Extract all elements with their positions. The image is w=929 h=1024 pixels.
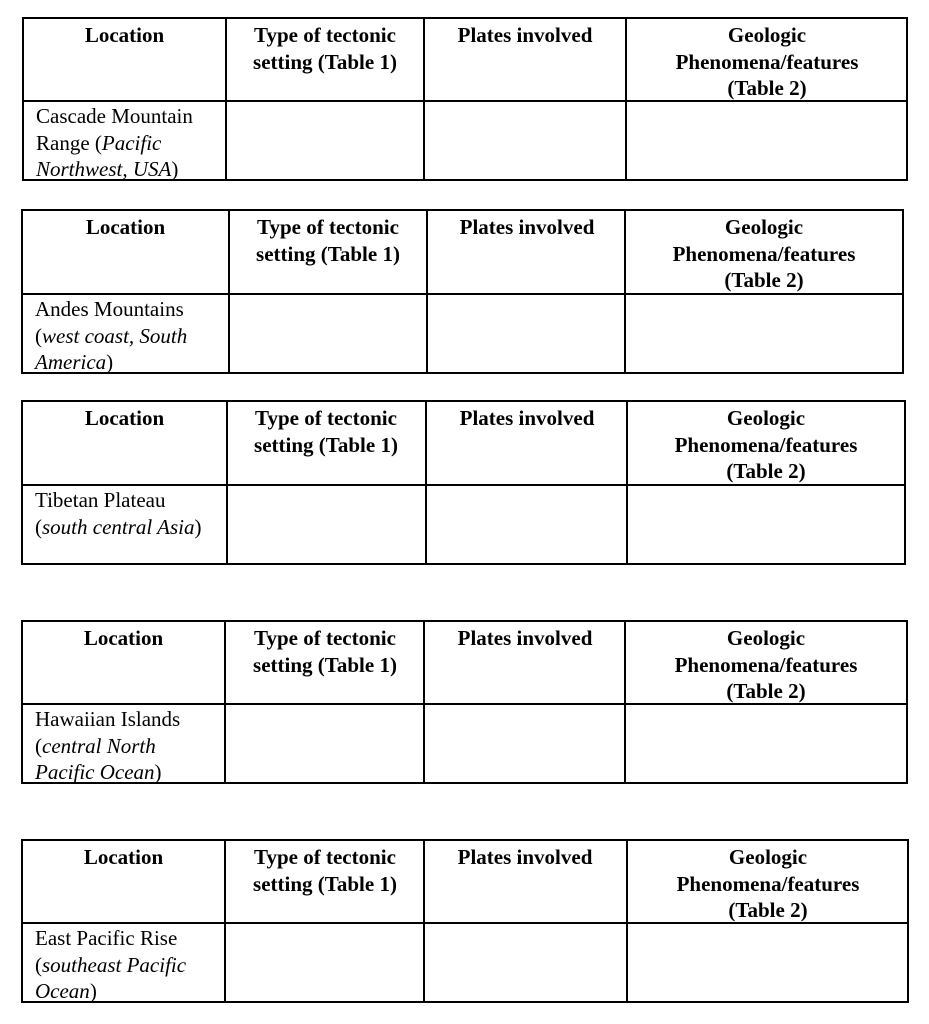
plates-answer-cell[interactable] bbox=[425, 924, 626, 1001]
header-phenomena: Geologic Phenomena/features (Table 2) bbox=[674, 626, 858, 703]
location-region: central North Pacific Ocean bbox=[35, 733, 156, 784]
location-region: southeast Pacific Ocean bbox=[35, 952, 187, 1003]
phenomena-answer-cell[interactable] bbox=[627, 102, 906, 179]
plates-answer-cell[interactable] bbox=[427, 486, 626, 563]
tectonic-setting-answer-cell[interactable] bbox=[226, 705, 423, 782]
location-name: Hawaiian Islands bbox=[35, 707, 181, 731]
header-phenomena: Geologic Phenomena/features (Table 2) bbox=[676, 845, 860, 922]
location-region: Pacific Northwest, USA bbox=[36, 130, 172, 181]
tectonic-setting-answer-cell[interactable] bbox=[228, 486, 425, 563]
location-cell: East Pacific Rise (southeast Pacific Ocean) bbox=[35, 926, 187, 1003]
phenomena-answer-cell[interactable] bbox=[628, 924, 907, 1001]
plates-answer-cell[interactable] bbox=[428, 295, 624, 372]
plates-answer-cell[interactable] bbox=[425, 705, 624, 782]
table-hawaiian-islands bbox=[21, 620, 908, 784]
location-name: Tibetan Plateau bbox=[35, 488, 166, 512]
header-plates: Plates involved bbox=[457, 23, 593, 47]
header-phenomena: Geologic Phenomena/features (Table 2) bbox=[674, 406, 858, 483]
header-plates: Plates involved bbox=[459, 215, 595, 239]
header-plates: Plates involved bbox=[457, 626, 593, 650]
header-tectonic-setting: Type of tectonic setting (Table 1) bbox=[253, 626, 397, 677]
location-name: East Pacific Rise bbox=[35, 926, 178, 950]
phenomena-answer-cell[interactable] bbox=[626, 295, 902, 372]
header-plates: Plates involved bbox=[459, 406, 595, 430]
location-cell: Andes Mountains (west coast, South America) bbox=[35, 297, 188, 374]
location-region: south central Asia bbox=[42, 514, 195, 539]
tectonic-setting-answer-cell[interactable] bbox=[230, 295, 426, 372]
tectonic-setting-answer-cell[interactable] bbox=[227, 102, 423, 179]
plates-answer-cell[interactable] bbox=[425, 102, 625, 179]
table-andes bbox=[21, 209, 904, 374]
header-phenomena: Geologic Phenomena/features (Table 2) bbox=[672, 215, 856, 292]
header-location: Location bbox=[83, 626, 164, 650]
header-tectonic-setting: Type of tectonic setting (Table 1) bbox=[253, 845, 397, 896]
phenomena-answer-cell[interactable] bbox=[626, 705, 906, 782]
header-location: Location bbox=[84, 406, 165, 430]
location-cell: Cascade Mountain Range (Pacific Northwest, USA) bbox=[36, 104, 193, 181]
header-phenomena: Geologic Phenomena/features (Table 2) bbox=[675, 23, 859, 100]
header-plates: Plates involved bbox=[457, 845, 593, 869]
header-location: Location bbox=[84, 23, 165, 47]
tectonic-setting-answer-cell[interactable] bbox=[226, 924, 423, 1001]
location-region: west coast, South America bbox=[35, 323, 188, 374]
header-tectonic-setting: Type of tectonic setting (Table 1) bbox=[254, 406, 398, 457]
location-name: Cascade Mountain Range bbox=[36, 104, 193, 155]
table-east-pacific-rise bbox=[21, 839, 909, 1003]
location-cell: Hawaiian Islands (central North Pacific Ocean) bbox=[35, 707, 181, 784]
header-tectonic-setting: Type of tectonic setting (Table 1) bbox=[253, 23, 397, 74]
table-tibetan-plateau bbox=[21, 400, 906, 565]
phenomena-answer-cell[interactable] bbox=[628, 486, 904, 563]
header-tectonic-setting: Type of tectonic setting (Table 1) bbox=[256, 215, 400, 266]
header-location: Location bbox=[83, 845, 164, 869]
location-cell: Tibetan Plateau (south central Asia) bbox=[35, 488, 202, 539]
location-name: Andes Mountains bbox=[35, 297, 184, 321]
table-cascade bbox=[22, 17, 908, 181]
header-location: Location bbox=[85, 215, 166, 239]
